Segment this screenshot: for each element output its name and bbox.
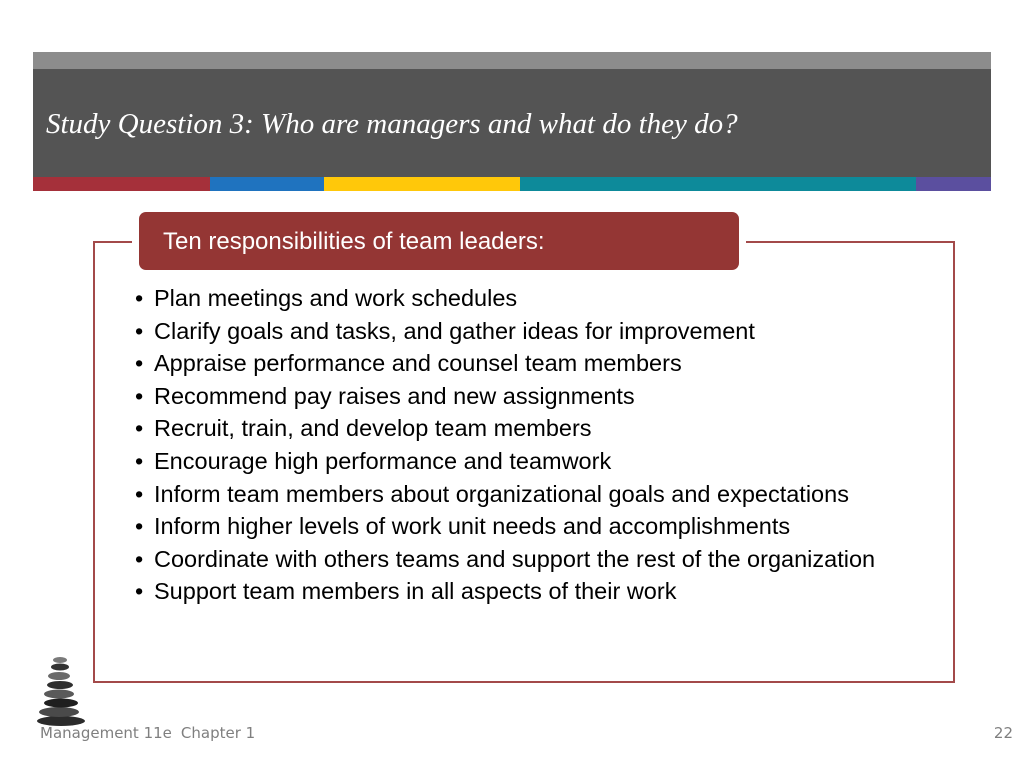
stacked-stones-logo xyxy=(30,655,90,727)
bullet-icon: • xyxy=(135,285,144,311)
list-item-text: Appraise performance and counsel team members xyxy=(154,350,682,377)
section-header-label: Ten responsibilities of team leaders: xyxy=(163,228,545,255)
footer-source xyxy=(40,724,255,742)
list-item xyxy=(135,545,925,573)
color-segment-red xyxy=(33,177,210,191)
list-item xyxy=(135,284,925,312)
list-item-text: Plan meetings and work schedules xyxy=(154,285,518,311)
footer-chapter: Chapter 1 xyxy=(180,724,256,742)
list-item-text: Encourage high performance and teamwork xyxy=(154,447,612,474)
list-item-text: Coordinate with others teams and support the rest of the organization xyxy=(154,545,876,572)
bullet-icon: • xyxy=(135,545,144,572)
slide-title: Study Question 3: Who are managers and what do they do? xyxy=(46,108,738,140)
list-item-text: Inform higher levels of work unit needs and accomplishments xyxy=(154,513,791,540)
list-item xyxy=(135,414,925,442)
color-segment-teal xyxy=(520,177,916,191)
bullet-icon: • xyxy=(135,447,144,474)
list-item xyxy=(135,349,925,377)
color-accent-bar xyxy=(33,177,991,191)
footer-book: Management 11e xyxy=(40,724,172,742)
bullet-icon: • xyxy=(135,513,144,540)
list-item xyxy=(135,382,925,410)
color-segment-purple xyxy=(916,177,991,191)
bullet-icon: • xyxy=(135,415,144,442)
title-top-strip xyxy=(33,52,991,69)
bullet-icon: • xyxy=(135,350,144,377)
bullet-icon: • xyxy=(135,480,144,507)
bullet-icon: • xyxy=(135,578,144,605)
list-item-text: Clarify goals and tasks, and gather ideas for improvement xyxy=(154,317,755,344)
list-item xyxy=(135,447,925,475)
list-item xyxy=(135,577,925,605)
list-item xyxy=(135,317,925,345)
section-header xyxy=(139,212,739,270)
list-item xyxy=(135,480,925,508)
list-item-text: Recommend pay raises and new assignments xyxy=(154,382,635,409)
list-item xyxy=(135,512,925,540)
bullet-icon: • xyxy=(135,382,144,409)
color-segment-blue xyxy=(210,177,324,191)
color-segment-yellow xyxy=(324,177,520,191)
responsibilities-list xyxy=(135,284,925,610)
title-banner xyxy=(33,52,991,177)
list-item-text: Inform team members about organizational goals and expectations xyxy=(154,480,849,507)
bullet-icon: • xyxy=(135,317,144,344)
list-item-text: Recruit, train, and develop team members xyxy=(154,415,592,442)
list-item-text: Support team members in all aspects of their work xyxy=(154,578,677,605)
page-number: 22 xyxy=(993,724,1013,742)
